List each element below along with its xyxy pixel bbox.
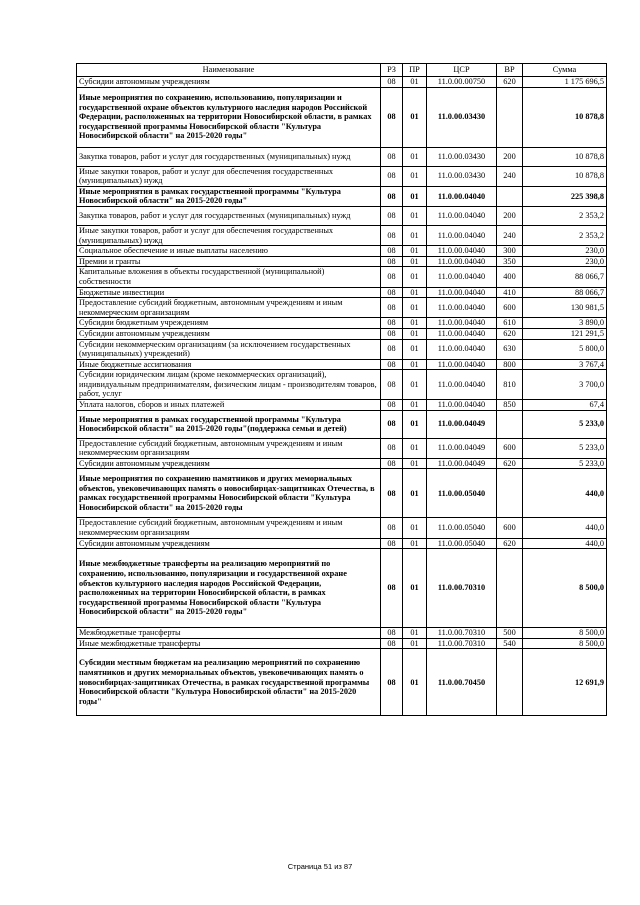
cell-csr: 11.0.00.04040 bbox=[427, 370, 497, 400]
cell-pr: 01 bbox=[403, 370, 427, 400]
cell-rz: 08 bbox=[381, 147, 403, 166]
cell-csr: 11.0.00.04040 bbox=[427, 186, 497, 206]
cell-sum: 1 175 696,5 bbox=[523, 77, 607, 88]
cell-pr: 01 bbox=[403, 225, 427, 245]
cell-name: Иные мероприятия в рамках государственной программы "Культура Новосибирской области" на 2015-2020 годы" bbox=[77, 186, 381, 206]
cell-csr: 11.0.00.70310 bbox=[427, 628, 497, 639]
cell-vr bbox=[497, 549, 523, 628]
cell-vr: 540 bbox=[497, 638, 523, 649]
cell-pr: 01 bbox=[403, 318, 427, 329]
cell-sum: 230,0 bbox=[523, 256, 607, 267]
cell-csr: 11.0.00.04049 bbox=[427, 438, 497, 458]
table-row bbox=[77, 339, 607, 359]
cell-rz: 08 bbox=[381, 318, 403, 329]
cell-sum: 3 767,4 bbox=[523, 359, 607, 370]
cell-sum: 230,0 bbox=[523, 246, 607, 257]
cell-vr: 350 bbox=[497, 256, 523, 267]
cell-sum: 5 233,0 bbox=[523, 438, 607, 458]
cell-rz: 08 bbox=[381, 256, 403, 267]
cell-vr: 810 bbox=[497, 370, 523, 400]
table-row bbox=[77, 328, 607, 339]
cell-pr: 01 bbox=[403, 518, 427, 538]
cell-rz: 08 bbox=[381, 638, 403, 649]
table-row bbox=[77, 267, 607, 287]
cell-vr: 500 bbox=[497, 628, 523, 639]
cell-pr: 01 bbox=[403, 469, 427, 518]
cell-vr: 400 bbox=[497, 267, 523, 287]
cell-sum: 121 291,5 bbox=[523, 328, 607, 339]
cell-csr: 11.0.00.04040 bbox=[427, 328, 497, 339]
cell-rz: 08 bbox=[381, 246, 403, 257]
cell-rz: 08 bbox=[381, 339, 403, 359]
header-csr: ЦСР bbox=[427, 64, 497, 77]
cell-pr: 01 bbox=[403, 359, 427, 370]
cell-csr: 11.0.00.03430 bbox=[427, 87, 497, 147]
header-row bbox=[77, 64, 607, 77]
cell-name: Иные межбюджетные трансферты на реализацию мероприятий по сохранению, использованию, популяризации и государственной охране объектов культурного наследия народов Российской Федерации, расположенных на территории Новосибирской области, в рамках государственной программы Новосибирской области "Культура Новосибирской области" на 2015-2020 годы" bbox=[77, 549, 381, 628]
cell-name: Предоставление субсидий бюджетным, автономным учреждениям и иным некоммерческим организациям bbox=[77, 298, 381, 318]
cell-name: Субсидии автономным учреждениям bbox=[77, 538, 381, 549]
cell-rz: 08 bbox=[381, 469, 403, 518]
cell-sum: 12 691,9 bbox=[523, 649, 607, 716]
table-row bbox=[77, 206, 607, 225]
cell-rz: 08 bbox=[381, 549, 403, 628]
cell-name: Межбюджетные трансферты bbox=[77, 628, 381, 639]
cell-rz: 08 bbox=[381, 77, 403, 88]
table-row bbox=[77, 359, 607, 370]
cell-csr: 11.0.00.04040 bbox=[427, 400, 497, 411]
cell-name: Премии и гранты bbox=[77, 256, 381, 267]
cell-name: Иные бюджетные ассигнования bbox=[77, 359, 381, 370]
cell-name: Иные закупки товаров, работ и услуг для обеспечения государственных (муниципальных) нужд bbox=[77, 225, 381, 245]
cell-csr: 11.0.00.04040 bbox=[427, 256, 497, 267]
cell-rz: 08 bbox=[381, 287, 403, 298]
cell-rz: 08 bbox=[381, 166, 403, 186]
cell-rz: 08 bbox=[381, 370, 403, 400]
cell-name: Иные мероприятия в рамках государственной программы "Культура Новосибирской области" на 2015-2020 годы"(поддержка семьи и детей) bbox=[77, 410, 381, 438]
cell-name: Социальное обеспечение и иные выплаты населению bbox=[77, 246, 381, 257]
cell-csr: 11.0.00.03430 bbox=[427, 166, 497, 186]
cell-csr: 11.0.00.05040 bbox=[427, 518, 497, 538]
cell-name: Субсидии местным бюджетам на реализацию мероприятий по сохранению памятников и других мемориальных объектов, увековечивающих память о новосибирцах-защитниках Отечества, в рамках государственной программы Новосибирской области "Культура Новосибирской области" на 2015-2020 годы" bbox=[77, 649, 381, 716]
cell-rz: 08 bbox=[381, 206, 403, 225]
cell-rz: 08 bbox=[381, 267, 403, 287]
cell-vr: 300 bbox=[497, 246, 523, 257]
cell-vr: 610 bbox=[497, 318, 523, 329]
table-row bbox=[77, 458, 607, 469]
table-row bbox=[77, 147, 607, 166]
cell-pr: 01 bbox=[403, 256, 427, 267]
cell-pr: 01 bbox=[403, 438, 427, 458]
table-row bbox=[77, 186, 607, 206]
cell-name: Субсидии юридическим лицам (кроме некоммерческих организаций), индивидуальным предпринимателям, физическим лицам - производителям товаров, работ, услуг bbox=[77, 370, 381, 400]
cell-sum: 225 398,8 bbox=[523, 186, 607, 206]
cell-csr: 11.0.00.70310 bbox=[427, 549, 497, 628]
cell-pr: 01 bbox=[403, 77, 427, 88]
cell-rz: 08 bbox=[381, 225, 403, 245]
cell-pr: 01 bbox=[403, 147, 427, 166]
cell-csr: 11.0.00.04040 bbox=[427, 225, 497, 245]
cell-pr: 01 bbox=[403, 267, 427, 287]
cell-rz: 08 bbox=[381, 400, 403, 411]
table-row bbox=[77, 166, 607, 186]
cell-sum: 88 066,7 bbox=[523, 267, 607, 287]
cell-vr: 630 bbox=[497, 339, 523, 359]
cell-sum: 3 700,0 bbox=[523, 370, 607, 400]
cell-vr: 620 bbox=[497, 458, 523, 469]
cell-sum: 130 981,5 bbox=[523, 298, 607, 318]
cell-pr: 01 bbox=[403, 538, 427, 549]
cell-csr: 11.0.00.04040 bbox=[427, 339, 497, 359]
cell-name: Иные закупки товаров, работ и услуг для обеспечения государственных (муниципальных) нужд bbox=[77, 166, 381, 186]
cell-sum: 440,0 bbox=[523, 518, 607, 538]
table-row bbox=[77, 469, 607, 518]
budget-table bbox=[76, 63, 607, 716]
cell-sum: 5 233,0 bbox=[523, 458, 607, 469]
cell-pr: 01 bbox=[403, 328, 427, 339]
table-row bbox=[77, 628, 607, 639]
cell-pr: 01 bbox=[403, 287, 427, 298]
cell-rz: 08 bbox=[381, 628, 403, 639]
cell-name: Субсидии бюджетным учреждениям bbox=[77, 318, 381, 329]
cell-rz: 08 bbox=[381, 186, 403, 206]
table-row bbox=[77, 549, 607, 628]
cell-name: Уплата налогов, сборов и иных платежей bbox=[77, 400, 381, 411]
cell-pr: 01 bbox=[403, 206, 427, 225]
cell-pr: 01 bbox=[403, 166, 427, 186]
cell-rz: 08 bbox=[381, 298, 403, 318]
cell-csr: 11.0.00.70450 bbox=[427, 649, 497, 716]
cell-vr: 600 bbox=[497, 298, 523, 318]
cell-pr: 01 bbox=[403, 87, 427, 147]
cell-vr: 410 bbox=[497, 287, 523, 298]
cell-sum: 8 500,0 bbox=[523, 638, 607, 649]
cell-name: Закупка товаров, работ и услуг для государственных (муниципальных) нужд bbox=[77, 206, 381, 225]
cell-rz: 08 bbox=[381, 359, 403, 370]
cell-pr: 01 bbox=[403, 246, 427, 257]
table-row bbox=[77, 370, 607, 400]
cell-pr: 01 bbox=[403, 410, 427, 438]
table-row bbox=[77, 518, 607, 538]
cell-sum: 67,4 bbox=[523, 400, 607, 411]
cell-csr: 11.0.00.04040 bbox=[427, 206, 497, 225]
cell-sum: 5 233,0 bbox=[523, 410, 607, 438]
cell-sum: 8 500,0 bbox=[523, 628, 607, 639]
cell-rz: 08 bbox=[381, 649, 403, 716]
cell-name: Субсидии автономным учреждениям bbox=[77, 77, 381, 88]
cell-pr: 01 bbox=[403, 638, 427, 649]
cell-vr: 200 bbox=[497, 147, 523, 166]
table-row bbox=[77, 87, 607, 147]
cell-pr: 01 bbox=[403, 458, 427, 469]
cell-csr: 11.0.00.04040 bbox=[427, 246, 497, 257]
cell-csr: 11.0.00.05040 bbox=[427, 469, 497, 518]
cell-csr: 11.0.00.03430 bbox=[427, 147, 497, 166]
table-row bbox=[77, 318, 607, 329]
cell-rz: 08 bbox=[381, 458, 403, 469]
cell-sum: 5 800,0 bbox=[523, 339, 607, 359]
cell-rz: 08 bbox=[381, 538, 403, 549]
cell-sum: 3 890,0 bbox=[523, 318, 607, 329]
table-row bbox=[77, 649, 607, 716]
cell-rz: 08 bbox=[381, 438, 403, 458]
cell-csr: 11.0.00.00750 bbox=[427, 77, 497, 88]
cell-name: Иные мероприятия по сохранению памятников и других мемориальных объектов, увековечивающих память о новосибирцах-защитниках Отечества, в рамках государственной программы Новосибирской области "Культура Новосибирской области" на 2015-2020 годы bbox=[77, 469, 381, 518]
cell-name: Предоставление субсидий бюджетным, автономным учреждениям и иным некоммерческим организациям bbox=[77, 438, 381, 458]
header-pr: ПР bbox=[403, 64, 427, 77]
cell-vr: 620 bbox=[497, 538, 523, 549]
table-row bbox=[77, 400, 607, 411]
cell-csr: 11.0.00.04040 bbox=[427, 318, 497, 329]
cell-rz: 08 bbox=[381, 518, 403, 538]
cell-vr bbox=[497, 649, 523, 716]
cell-csr: 11.0.00.04040 bbox=[427, 298, 497, 318]
cell-vr bbox=[497, 410, 523, 438]
cell-csr: 11.0.00.70310 bbox=[427, 638, 497, 649]
cell-sum: 2 353,2 bbox=[523, 225, 607, 245]
header-name: Наименование bbox=[77, 64, 381, 77]
cell-name: Бюджетные инвестиции bbox=[77, 287, 381, 298]
header-sum: Сумма bbox=[523, 64, 607, 77]
cell-sum: 10 878,8 bbox=[523, 87, 607, 147]
cell-sum: 10 878,8 bbox=[523, 147, 607, 166]
cell-csr: 11.0.00.05040 bbox=[427, 538, 497, 549]
table-row bbox=[77, 287, 607, 298]
cell-csr: 11.0.00.04040 bbox=[427, 287, 497, 298]
page-number: Страница 51 из 87 bbox=[287, 862, 353, 871]
cell-csr: 11.0.00.04049 bbox=[427, 458, 497, 469]
cell-name: Иные межбюджетные трансферты bbox=[77, 638, 381, 649]
cell-pr: 01 bbox=[403, 400, 427, 411]
table-row bbox=[77, 538, 607, 549]
cell-rz: 08 bbox=[381, 410, 403, 438]
header-vr: ВР bbox=[497, 64, 523, 77]
cell-vr: 620 bbox=[497, 328, 523, 339]
table-row bbox=[77, 77, 607, 88]
cell-vr bbox=[497, 87, 523, 147]
cell-sum: 10 878,8 bbox=[523, 166, 607, 186]
cell-name: Капитальные вложения в объекты государственной (муниципальной) собственности bbox=[77, 267, 381, 287]
cell-csr: 11.0.00.04040 bbox=[427, 267, 497, 287]
table-row bbox=[77, 410, 607, 438]
cell-vr bbox=[497, 469, 523, 518]
cell-pr: 01 bbox=[403, 649, 427, 716]
cell-vr: 800 bbox=[497, 359, 523, 370]
cell-pr: 01 bbox=[403, 339, 427, 359]
table-row bbox=[77, 638, 607, 649]
cell-vr: 600 bbox=[497, 518, 523, 538]
cell-name: Иные мероприятия по сохранению, использованию, популяризации и государственной охране объектов культурного наследия народов Российской Федерации, расположенных на территории Новосибирской области, в рамках государственной программы Новосибирской области "Культура Новосибирской области" на 2015-2020 годы" bbox=[77, 87, 381, 147]
cell-csr: 11.0.00.04040 bbox=[427, 359, 497, 370]
cell-name: Закупка товаров, работ и услуг для государственных (муниципальных) нужд bbox=[77, 147, 381, 166]
table-row bbox=[77, 256, 607, 267]
cell-vr bbox=[497, 186, 523, 206]
cell-pr: 01 bbox=[403, 549, 427, 628]
cell-csr: 11.0.00.04049 bbox=[427, 410, 497, 438]
cell-sum: 8 500,0 bbox=[523, 549, 607, 628]
cell-name: Субсидии некоммерческим организациям (за исключением государственных (муниципальных) учреждений) bbox=[77, 339, 381, 359]
cell-pr: 01 bbox=[403, 298, 427, 318]
cell-sum: 440,0 bbox=[523, 469, 607, 518]
cell-vr: 200 bbox=[497, 206, 523, 225]
table-row bbox=[77, 225, 607, 245]
cell-rz: 08 bbox=[381, 87, 403, 147]
cell-vr: 600 bbox=[497, 438, 523, 458]
cell-rz: 08 bbox=[381, 328, 403, 339]
cell-pr: 01 bbox=[403, 186, 427, 206]
table-row bbox=[77, 298, 607, 318]
cell-vr: 240 bbox=[497, 225, 523, 245]
cell-vr: 850 bbox=[497, 400, 523, 411]
cell-name: Предоставление субсидий бюджетным, автономным учреждениям и иным некоммерческим организациям bbox=[77, 518, 381, 538]
cell-name: Субсидии автономным учреждениям bbox=[77, 328, 381, 339]
cell-sum: 88 066,7 bbox=[523, 287, 607, 298]
cell-sum: 2 353,2 bbox=[523, 206, 607, 225]
table-row bbox=[77, 246, 607, 257]
cell-pr: 01 bbox=[403, 628, 427, 639]
table-row bbox=[77, 438, 607, 458]
header-rz: РЗ bbox=[381, 64, 403, 77]
cell-sum: 440,0 bbox=[523, 538, 607, 549]
cell-vr: 240 bbox=[497, 166, 523, 186]
cell-name: Субсидии автономным учреждениям bbox=[77, 458, 381, 469]
cell-vr: 620 bbox=[497, 77, 523, 88]
